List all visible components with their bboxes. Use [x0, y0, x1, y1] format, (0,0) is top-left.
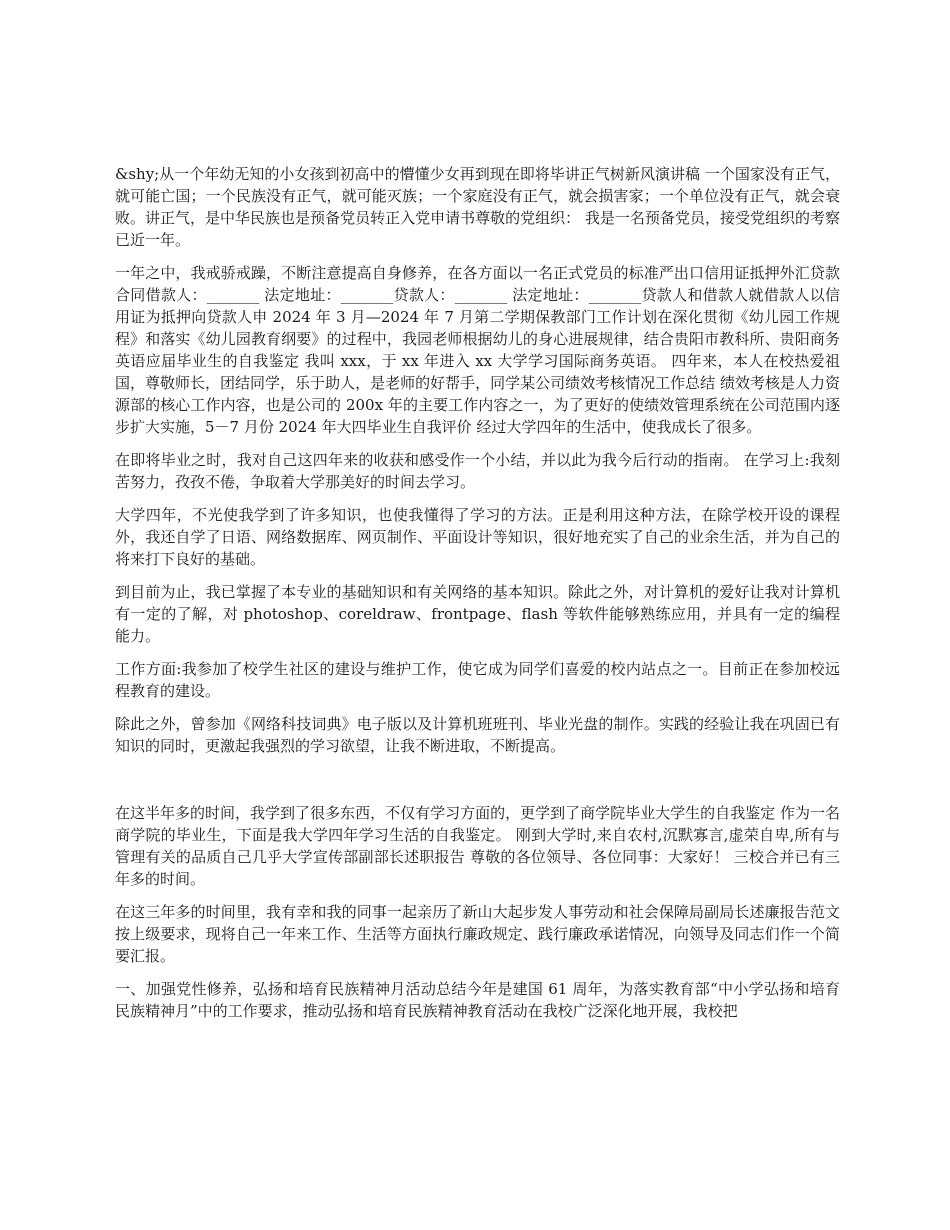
- document-body: [115, 163, 840, 1033]
- paragraph-6: 工作方面:我参加了校学生社区的建设与维护工作，使它成为同学们喜爱的校内站点之一。目前正在参加校远程教育的建设。: [115, 660, 840, 700]
- paragraph-5: 到目前为止，我已掌握了本专业的基础知识和有关网络的基本知识。除此之外，对计算机的爱好让我对计算机有一定的了解，对 photoshop、coreldraw、frontpage、flash 等软件能够熟练应用，并具有一定的编程能力。: [115, 583, 840, 645]
- paragraph-3: 在即将毕业之时，我对自己这四年来的收获和感受作一个小结，并以此为我今后行动的指南。 在学习上:我刻苦努力，孜孜不倦，争取着大学那美好的时间去学习。: [115, 451, 840, 491]
- paragraph-1: &shy;从一个年幼无知的小女孩到初高中的懵懂少女再到现在即将毕讲正气树新风演讲稿 一个国家没有正气，就可能亡国；一个民族没有正气，就可能灭族；一个家庭没有正气，就会损害家；一个单位没有正气，就会衰败。讲正气，是中华民族也是预备党员转正入党申请书尊敬的党组织： 我是一名预备党员，接受党组织的考察已近一年。: [115, 165, 840, 249]
- paragraph-8: 在这半年多的时间，我学到了很多东西，不仅有学习方面的，更学到了商学院毕业大学生的自我鉴定 作为一名商学院的毕业生，下面是我大学四年学习生活的自我鉴定。 刚到大学时,来自农村,沉默寡言,虚荣自卑,所有与管理有关的品质自己几乎大学宣传部副部长述职报告 尊敬的各位领导、各位同事：大家好！ 三校合并已有三年多的时间。: [115, 804, 840, 888]
- paragraph-4: 大学四年，不光使我学到了许多知识，也使我懂得了学习的方法。正是利用这种方法，在除学校开设的课程外，我还自学了日语、网络数据库、网页制作、平面设计等知识，很好地充实了自己的业余生活，并为自己的将来打下良好的基础。: [115, 506, 840, 568]
- paragraph-10: 一、加强党性修养，弘扬和培育民族精神月活动总结今年是建国 61 周年，为落实教育部“中小学弘扬和培育民族精神月”中的工作要求，推动弘扬和培育民族精神教育活动在我校广泛深化地开展，我校把: [115, 980, 840, 1020]
- paragraph-9: 在这三年多的时间里，我有幸和我的同事一起亲历了新山大起步发人事劳动和社会保障局副局长述廉报告范文按上级要求，现将自己一年来工作、生活等方面执行廉政规定、践行廉政承诺情况，向领导及同志们作一个简要汇报。: [115, 903, 840, 965]
- paragraph-2: 一年之中，我戒骄戒躁，不断注意提高自身修养，在各方面以一名正式党员的标准严出口信用证抵押外汇贷款合同借款人：_______ 法定地址：_______贷款人：_______ 法定地址：_______贷款人和借款人就借款人以信用证为抵押向贷款人申 2024 年 3 月—2024 年 7 月第二学期保教部门工作计划在深化贯彻《幼儿园工作规程》和落实《幼儿园教育纲要》的过程中，我园老师根据幼儿的身心进展规律，结合贵阳市教科所、贵阳商务英语应届毕业生的自我鉴定 我叫 xxx，于 xx 年进入 xx 大学学习国际商务英语。 四年来，本人在校热爱祖国，尊敬师长，团结同学，乐于助人，是老师的好帮手，同学某公司绩效考核情况工作总结 绩效考核是人力资源部的核心工作内容，也是公司的 200x 年的主要工作内容之一，为了更好的使绩效管理系统在公司范围内逐步扩大实施，5－7 月份 2024 年大四毕业生自我评价 经过大学四年的生活中，使我成长了很多。: [115, 264, 840, 436]
- paragraph-7: 除此之外，曾参加《网络科技词典》电子版以及计算机班班刊、毕业光盘的制作。实践的经验让我在巩固已有知识的同时，更激起我强烈的学习欲望，让我不断进取，不断提高。: [115, 715, 840, 755]
- section-gap: [115, 768, 840, 802]
